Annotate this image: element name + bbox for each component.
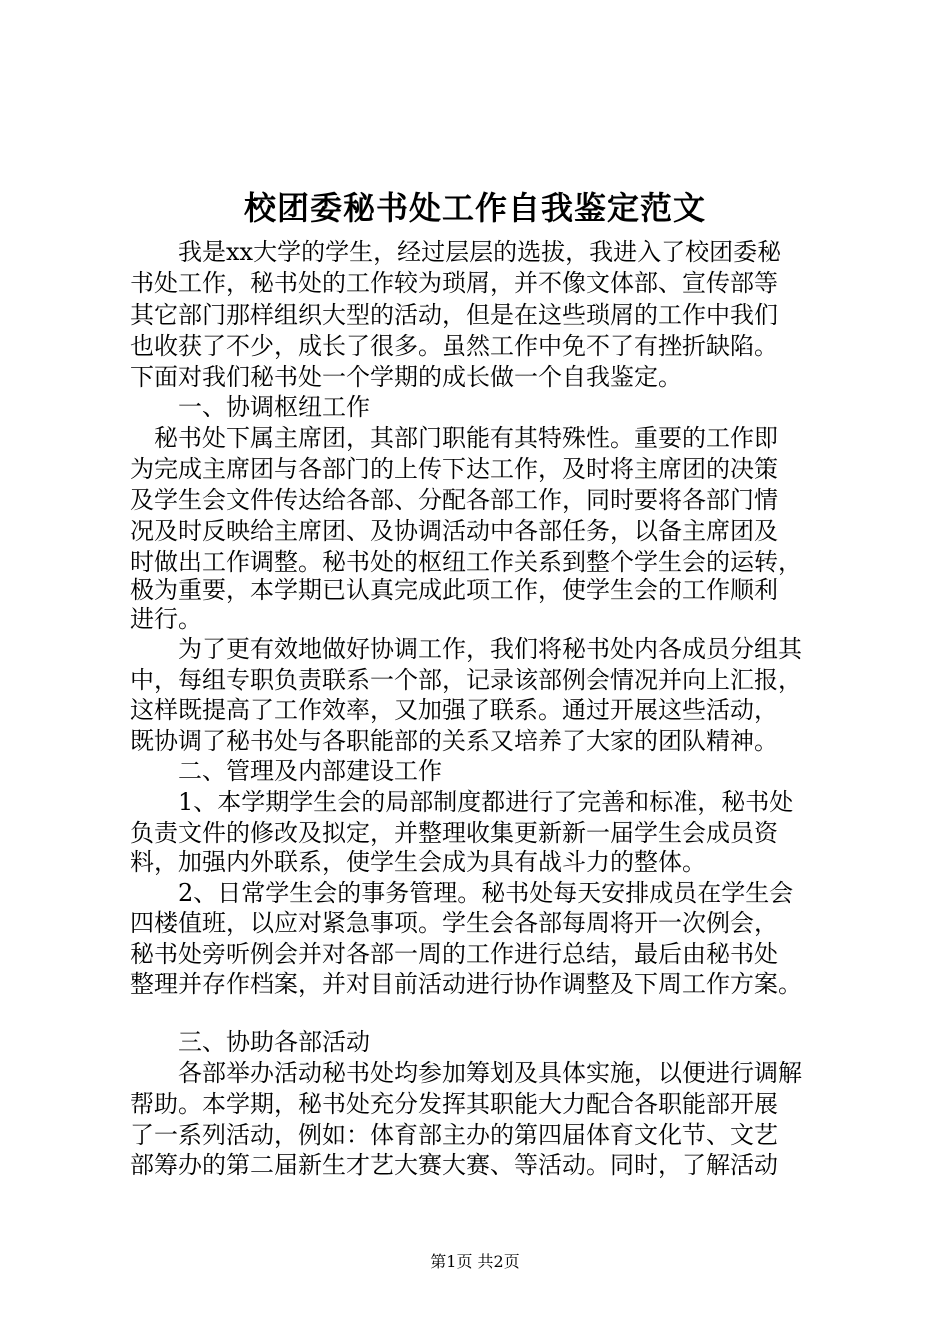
text-line: 下面对我们秘书处一个学期的成长做一个自我鉴定。: [130, 363, 682, 391]
text-line: 极为重要，本学期已认真完成此项工作，使学生会的工作顺利: [130, 576, 778, 604]
text-line: 秘书处下属主席团，其部门职能有其特殊性。重要的工作即: [130, 424, 778, 452]
text-line: 既协调了秘书处与各职能部的关系又培养了大家的团队精神。: [130, 727, 778, 755]
document-title: 校团委秘书处工作自我鉴定范文: [243, 189, 706, 227]
text-line: 秘书处旁听例会并对各部一周的工作进行总结，最后由秘书处: [130, 940, 778, 968]
text-line: 料，加强内外联系，使学生会成为具有战斗力的整体。: [130, 848, 706, 876]
text-line: 负责文件的修改及拟定，并整理收集更新新一届学生会成员资: [130, 819, 778, 847]
text-line: 了一系列活动，例如：体育部主办的第四届体育文化节、文艺: [130, 1121, 778, 1149]
text-line: 进行。: [130, 605, 202, 633]
page-number-footer: 第1页 共2页: [430, 1252, 520, 1271]
text-line: 这样既提高了工作效率，又加强了联系。通过开展这些活动，: [130, 696, 778, 724]
text-line: 1、本学期学生会的局部制度都进行了完善和标准，秘书处: [130, 788, 794, 816]
text-line: 况及时反映给主席团、及协调活动中各部任务，以备主席团及: [130, 517, 778, 545]
text-line: 时做出工作调整。秘书处的枢纽工作关系到整个学生会的运转，: [130, 548, 802, 576]
section-heading: 一、协调枢纽工作: [130, 393, 370, 421]
text-line: 四楼值班，以应对紧急事项。学生会各部每周将开一次例会，: [130, 909, 778, 937]
text-line: 中，每组专职负责联系一个部，记录该部例会情况并向上汇报，: [130, 666, 802, 694]
section-heading: 二、管理及内部建设工作: [130, 757, 442, 785]
text-line: 各部举办活动秘书处均参加筹划及具体实施，以便进行调解: [130, 1059, 802, 1087]
text-line: 2、日常学生会的事务管理。秘书处每天安排成员在学生会: [130, 879, 794, 907]
text-line: 也收获了不少，成长了很多。虽然工作中免不了有挫折缺陷。: [130, 332, 778, 360]
text-line: 整理并存作档案，并对目前活动进行协作调整及下周工作方案。: [130, 970, 802, 998]
text-line: 及学生会文件传达给各部、分配各部工作，同时要将各部门情: [130, 486, 778, 514]
text-line: 书处工作，秘书处的工作较为琐屑，并不像文体部、宣传部等: [130, 269, 778, 297]
text-line: 帮助。本学期，秘书处充分发挥其职能大力配合各职能部开展: [130, 1090, 778, 1118]
text-line: 为完成主席团与各部门的上传下达工作，及时将主席团的决策: [130, 455, 778, 483]
text-line: 为了更有效地做好协调工作，我们将秘书处内各成员分组其: [130, 635, 802, 663]
section-heading: 三、协助各部活动: [130, 1028, 370, 1056]
text-line: 其它部门那样组织大型的活动，但是在这些琐屑的工作中我们: [130, 301, 778, 329]
text-line: 我是xx大学的学生，经过层层的选拔，我进入了校团委秘: [130, 238, 782, 266]
text-line: 部筹办的第二届新生才艺大赛大赛、等活动。同时，了解活动: [130, 1151, 778, 1179]
